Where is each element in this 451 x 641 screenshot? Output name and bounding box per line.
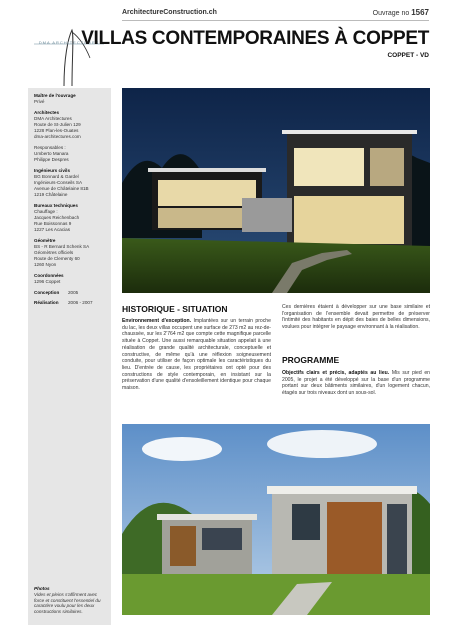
sidebar-line: 1228 Plan-les-Ouates: [34, 128, 79, 133]
site-name: ArchitectureConstruction.ch: [122, 9, 217, 16]
sidebar-heading: Maître de l'ouvrage: [34, 93, 76, 98]
sidebar-heading: Bureaux techniques: [34, 203, 78, 208]
sidebar-line: BG Bonnard & Gardel: [34, 174, 79, 179]
sidebar-line: BS - R Bernard Schenk SA: [34, 244, 90, 249]
paragraph-continuation: Ces dernières étaient à développer sur une base similaire et l'organisation de l'ensemble devait permettre de préserver l'intimité des habitants en dépit des baies de belles dimensions, voulues pour intégrer le paysage environnant à la réalisation.: [282, 304, 430, 331]
villa-night-photo: [122, 88, 430, 293]
header-rule: [122, 20, 429, 21]
page-subtitle: COPPET - VD: [387, 52, 429, 59]
sidebar-block: [34, 273, 105, 285]
sidebar-line: Responsables :: [34, 145, 66, 150]
date-value: 2005: [68, 290, 79, 295]
date-label: Réalisation: [34, 300, 59, 305]
sidebar-line: Philippe Despres: [34, 157, 69, 162]
sidebar-block: [34, 145, 105, 163]
sidebar-block: [34, 203, 105, 233]
sidebar-date-row: [34, 290, 105, 296]
sidebar-heading: Architectes: [34, 110, 60, 115]
sidebar-line: Géomètres officiels: [34, 250, 74, 255]
sidebar-line: Avenue de Châtelaine 81B: [34, 186, 89, 191]
sidebar-line: Chauffage :: [34, 209, 58, 214]
paragraph-historique: Environnement d'exception. Implantées sur un terrain proche du lac, les deux villas occupent une surface de 273 m2 au rez-de-chaussée, sur les 2'764 m2 que compte cette magnifique parcelle située à Coppet. Une aussi remarquable situation appelait à une réalisation de grande qualité architecturale, conceptuelle et constructive, de même qu'à une réflexion soigneusement conduite, pour utiliser de façon optimale les caractéristiques du lieu. D'entrée de cause, les propriétaires ont opté pour des constructions de style contemporain, en insistant sur la préservation d'une qualité d'ensoleillement identique pour chaque maison.: [122, 318, 271, 392]
sidebar-line: 1260 Nyon: [34, 262, 57, 267]
sidebar-line: dma-architectures.com: [34, 134, 81, 139]
sidebar-line: Ingénieurs-Conseils SA: [34, 180, 83, 185]
sidebar-line: 1219 Châtelaine: [34, 192, 68, 197]
villa-day-photo: [122, 424, 430, 615]
sidebar-block: [34, 93, 105, 105]
sidebar-line: Jacques Reichenbach: [34, 215, 80, 220]
logo-text: DMA ARCHITECTURES: [38, 40, 100, 45]
sidebar-heading: Coordonnées: [34, 273, 64, 278]
sidebar-line: Route de Clementy 60: [34, 256, 80, 261]
page-header: [0, 0, 451, 22]
sidebar-line: DMA Architectures: [34, 116, 72, 121]
sidebar-line: 1296 Coppet: [34, 279, 61, 284]
info-sidebar: [28, 88, 111, 625]
date-label: Conception: [34, 290, 60, 295]
ouvrage-number: Ouvrage no 1567: [372, 8, 429, 17]
photos-caption: Photos Vides et pleins s'affirment avec force et constituent l'essentiel du caractère voulu pour les deux constructions similaires.: [34, 586, 101, 615]
sidebar-date-row: [34, 300, 105, 306]
sidebar-block: [34, 168, 105, 198]
sidebar-line: Rue Boissonnas 9: [34, 221, 72, 226]
sidebar-block: [34, 110, 105, 140]
paragraph-programme: Objectifs clairs et précis, adaptés au lieu. Mis sur pied en 2005, le projet a été développé sur la base d'un programme portant sur deux bâtiments similaires, d'un logement chacun, étagés sur trois niveaux dont un sous-sol.: [282, 370, 430, 397]
sidebar-heading: Ingénieurs civils: [34, 168, 70, 173]
sidebar-line: Route de St-Julien 129: [34, 122, 81, 127]
sidebar-heading: Géomètre: [34, 238, 56, 243]
sidebar-line: 1227 Les Acacias: [34, 227, 71, 232]
section-heading-programme: PROGRAMME: [282, 355, 340, 365]
sidebar-line: Umberto Manara: [34, 151, 69, 156]
page-title: VILLAS CONTEMPORAINES À COPPET: [81, 28, 429, 49]
date-value: 2006 - 2007: [68, 300, 93, 305]
section-heading-historique: HISTORIQUE - SITUATION: [122, 304, 228, 314]
sidebar-line: Privé: [34, 99, 45, 104]
sidebar-block: [34, 238, 105, 268]
